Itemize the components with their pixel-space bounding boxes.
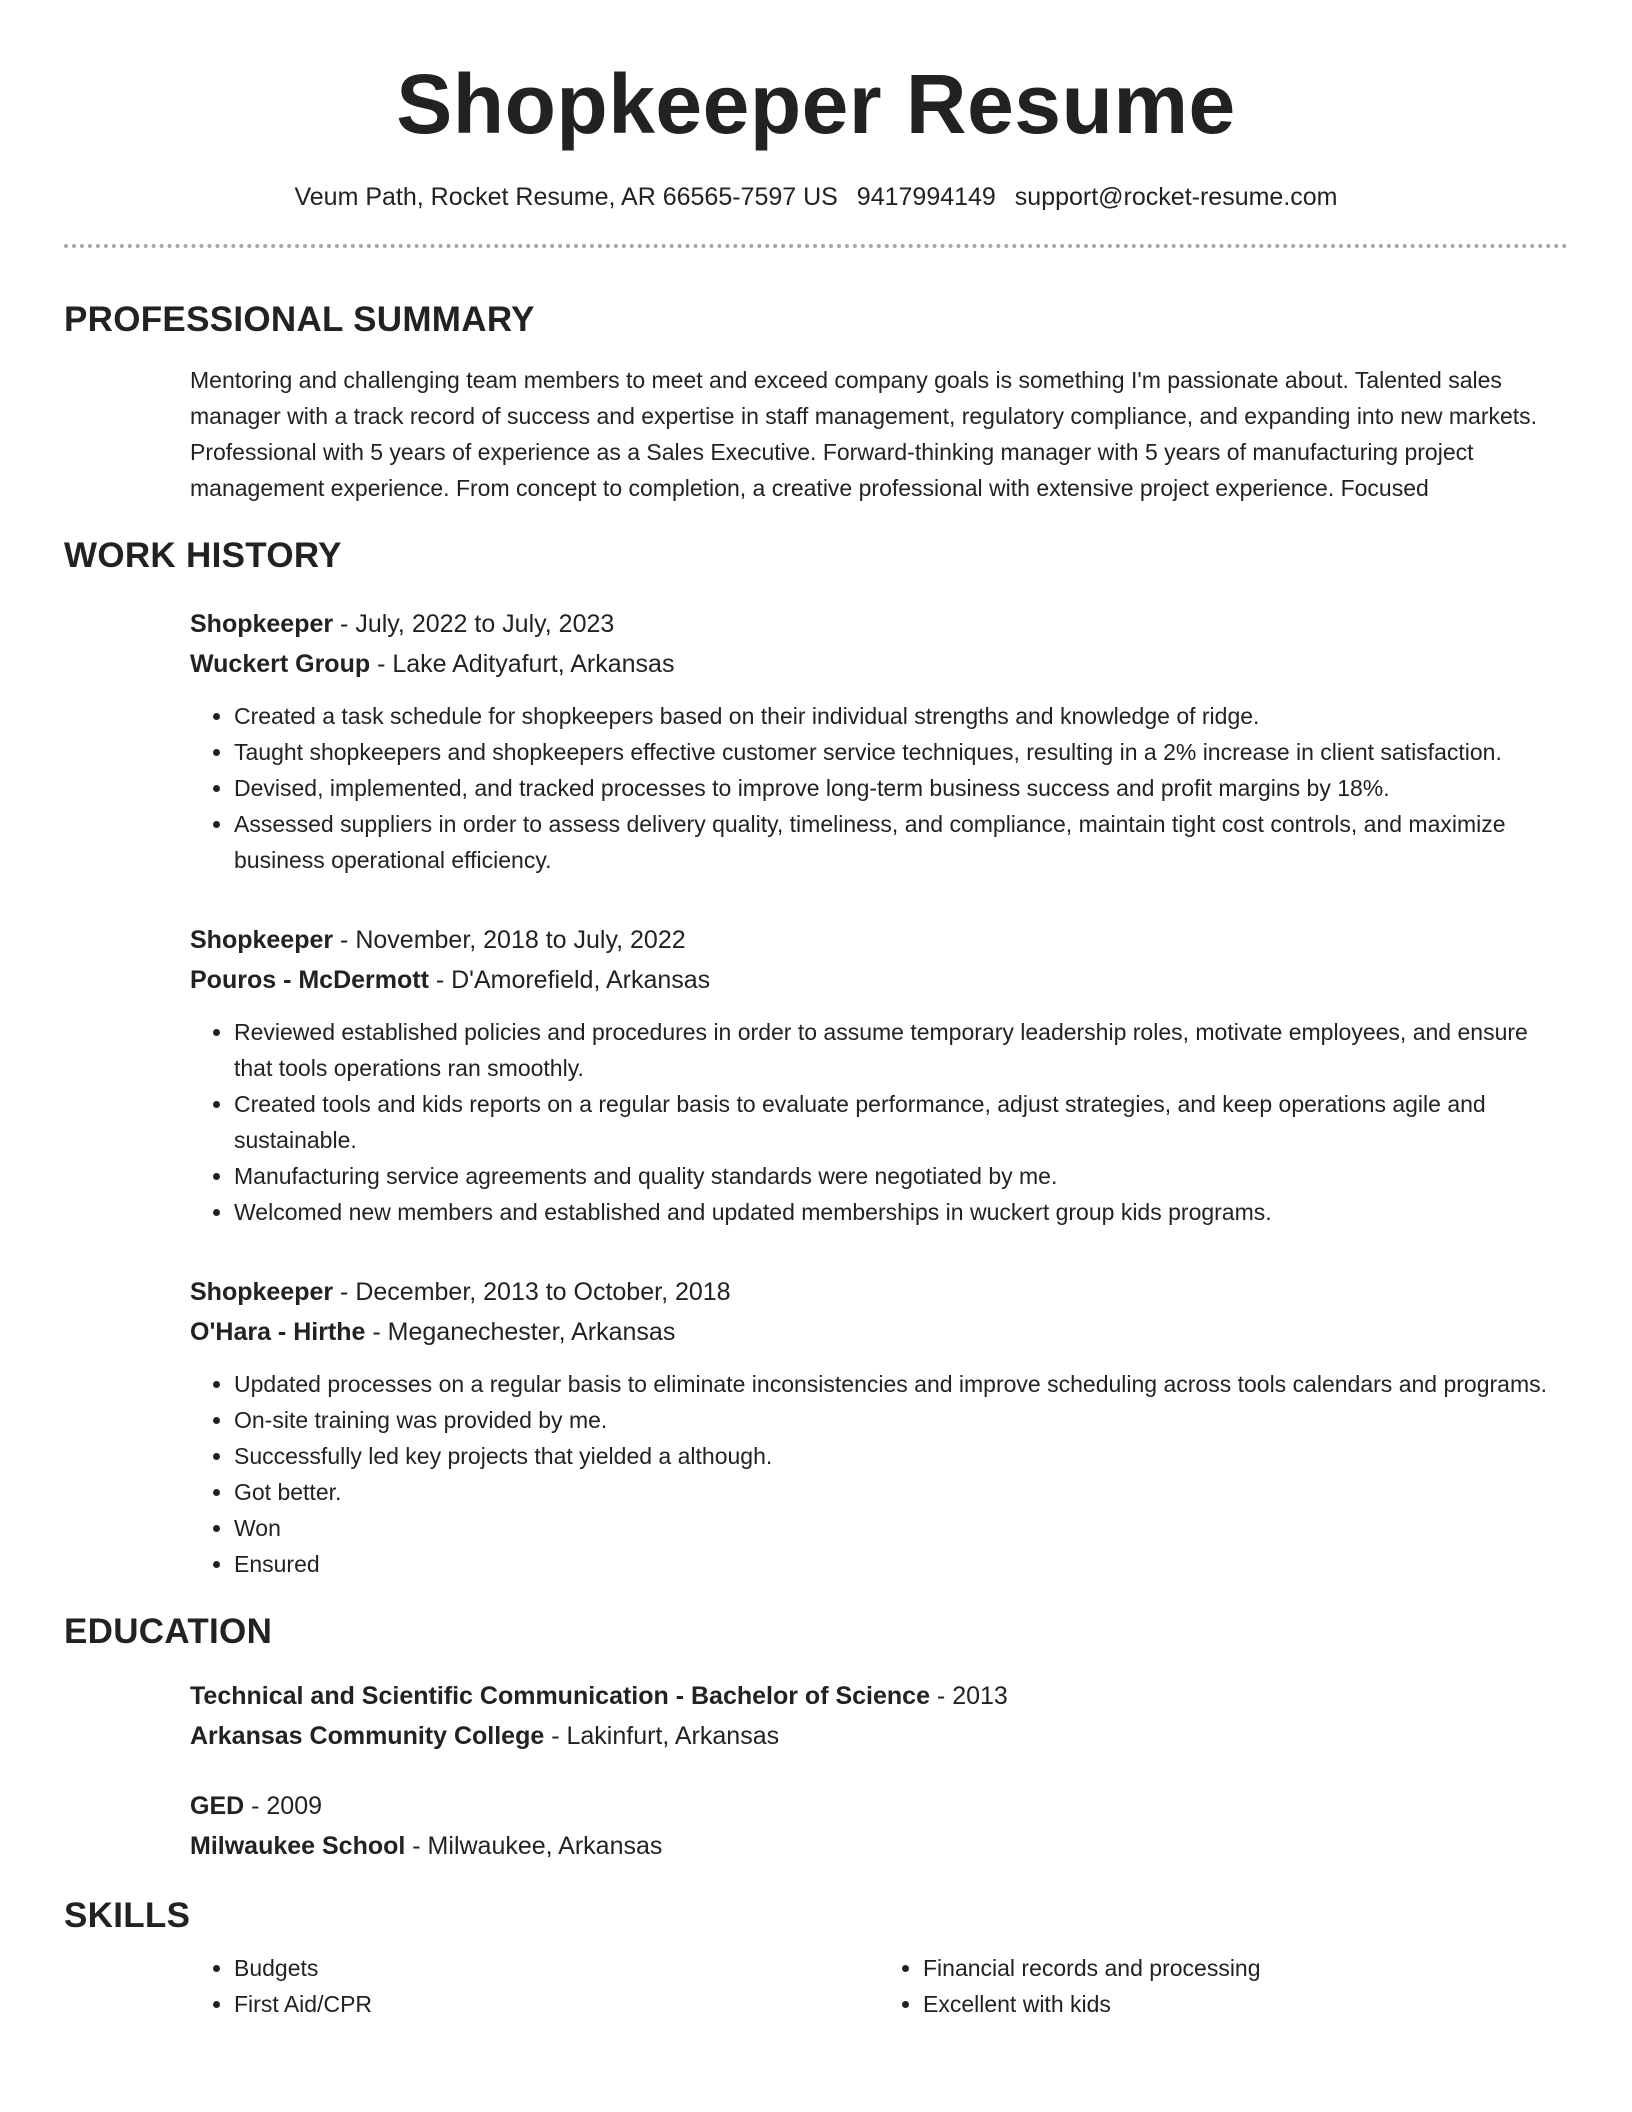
education-degree-line (190, 1786, 1568, 1826)
job-entry (190, 604, 1568, 878)
job-bullet: • Reviewed established policies and procedures in order to assume temporary leadership roles, motivate employees, and ensure that tools operations ran smoothly. (234, 1014, 1568, 1086)
job-title-line (190, 920, 1568, 960)
skills-right-column (879, 1950, 1568, 2022)
job-bullet: • Manufacturing service agreements and quality standards were negotiated by me. (234, 1158, 1568, 1194)
job-bullets (190, 1366, 1568, 1582)
job-bullet: • Successfully led key projects that yielded a although. (234, 1438, 1568, 1474)
education-location: - Lakinfurt, Arkansas (544, 1722, 780, 1750)
education-location: - Milwaukee, Arkansas (405, 1832, 663, 1860)
summary-section (190, 362, 1568, 506)
job-bullet: • Updated processes on a regular basis to eliminate inconsistencies and improve scheduling across tools calendars and programs. (234, 1366, 1568, 1402)
job-dates: - July, 2022 to July, 2023 (333, 610, 615, 638)
contact-phone: 9417994149 (856, 183, 996, 211)
skill-item: • First Aid/CPR (234, 1986, 879, 2022)
skill-item: • Financial records and processing (923, 1950, 1568, 1986)
education-year: - 2013 (929, 1682, 1008, 1710)
header-divider (64, 244, 1568, 248)
summary-heading: PROFESSIONAL SUMMARY (64, 300, 535, 339)
job-dates: - December, 2013 to October, 2018 (333, 1278, 731, 1306)
job-company: Wuckert Group (190, 650, 371, 678)
skill-item: • Excellent with kids (923, 1986, 1568, 2022)
job-bullet: • Ensured (234, 1546, 1568, 1582)
education-degree-line (190, 1676, 1568, 1716)
job-bullet: • Taught shopkeepers and shopkeepers effective customer service techniques, resulting in a 2% increase in client satisfaction. (234, 734, 1568, 770)
job-title-line (190, 1272, 1568, 1312)
contact-email[interactable]: support@rocket-resume.com (1014, 183, 1338, 211)
job-bullet: • Welcomed new members and established and updated memberships in wuckert group kids programs. (234, 1194, 1568, 1230)
education-entry (190, 1786, 1568, 1866)
job-bullet: • Won (234, 1510, 1568, 1546)
education-year: - 2009 (244, 1792, 323, 1820)
education-heading: EDUCATION (64, 1612, 273, 1651)
skills-columns (190, 1950, 1568, 2022)
job-bullet: • Assessed suppliers in order to assess delivery quality, timeliness, and compliance, maintain tight cost controls, and maximize business operational efficiency. (234, 806, 1568, 878)
job-location: - Meganechester, Arkansas (365, 1318, 676, 1346)
resume-title: Shopkeeper Resume (396, 57, 1236, 151)
job-company: O'Hara - Hirthe (190, 1318, 366, 1346)
education-degree: Technical and Scientific Communication - Bachelor of Science (190, 1682, 930, 1710)
job-company-line (190, 644, 1568, 684)
job-title-line (190, 604, 1568, 644)
education-school: Milwaukee School (190, 1832, 406, 1860)
job-title: Shopkeeper (190, 610, 334, 638)
skills-heading: SKILLS (64, 1896, 191, 1935)
job-bullet: • On-site training was provided by me. (234, 1402, 1568, 1438)
education-section (190, 1676, 1568, 1866)
job-location: - Lake Adityafurt, Arkansas (370, 650, 675, 678)
job-title: Shopkeeper (190, 926, 334, 954)
education-entry (190, 1676, 1568, 1756)
job-title: Shopkeeper (190, 1278, 334, 1306)
job-company: Pouros - McDermott (190, 966, 429, 994)
skills-left-column (190, 1950, 879, 2022)
job-dates: - November, 2018 to July, 2022 (333, 926, 686, 954)
job-bullet: • Got better. (234, 1474, 1568, 1510)
work-history-heading: WORK HISTORY (64, 536, 342, 575)
job-bullets (190, 1014, 1568, 1230)
contact-address: Veum Path, Rocket Resume, AR 66565-7597 US (294, 183, 838, 211)
job-bullet: • Created tools and kids reports on a regular basis to evaluate performance, adjust strategies, and keep operations agile and sustainable. (234, 1086, 1568, 1158)
education-school-line (190, 1716, 1568, 1756)
contact-info (64, 180, 1568, 214)
job-company-line (190, 960, 1568, 1000)
skills-section (190, 1950, 1568, 2022)
job-company-line (190, 1312, 1568, 1352)
job-bullet: • Created a task schedule for shopkeepers based on their individual strengths and knowledge of ridge. (234, 698, 1568, 734)
education-school: Arkansas Community College (190, 1722, 545, 1750)
education-school-line (190, 1826, 1568, 1866)
job-entry (190, 1272, 1568, 1582)
job-bullet: • Devised, implemented, and tracked processes to improve long-term business success and profit margins by 18%. (234, 770, 1568, 806)
education-degree: GED (190, 1792, 245, 1820)
job-bullets (190, 698, 1568, 878)
work-history-section (190, 604, 1568, 1582)
job-entry (190, 920, 1568, 1230)
summary-text: Mentoring and challenging team members to meet and exceed company goals is something I'm passionate about. Talented sales manager with a track record of success and expertise in staff management, regulatory compliance, and expanding into new markets. Professional with 5 years of experience as a Sales Executive. Forward-thinking manager with 5 years of manufacturing project management experience. From concept to completion, a creative professional with extensive project experience. Focused (190, 367, 1538, 501)
skill-item: • Budgets (234, 1950, 879, 1986)
job-location: - D'Amorefield, Arkansas (428, 966, 711, 994)
